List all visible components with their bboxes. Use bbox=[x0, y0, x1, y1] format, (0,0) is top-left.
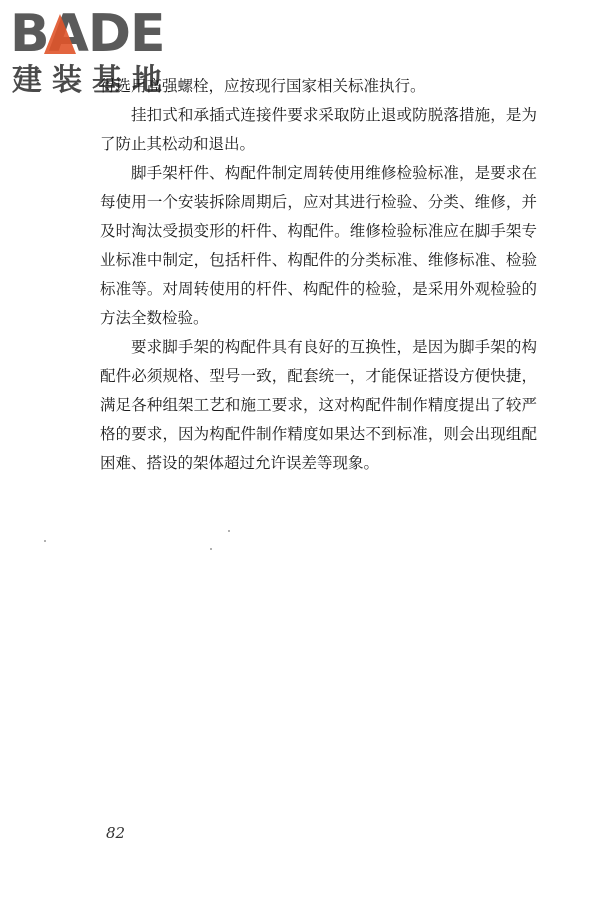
scan-speck bbox=[44, 540, 46, 542]
scan-speck bbox=[228, 530, 230, 532]
paragraph: 脚手架杆件、构配件制定周转使用维修检验标准，是要求在每使用一个安装拆除周期后，应对其进行检验、分类、维修，并及时淘汰受损变形的杆件、构配件。维修检验标准应在脚手架专业标准中制定，包括杆件、构配件的分类标准、维修标准、检验标准等。对周转使用的杆件、构配件的检验，是采用外观检验的方法全数检验。 bbox=[100, 164, 537, 327]
watermark-cjk: 建装基地 bbox=[12, 63, 172, 98]
page-number: 82 bbox=[106, 824, 126, 842]
watermark-latin: BADE bbox=[10, 4, 165, 64]
paragraph-continuation: 得选用高强螺栓，应按现行国家相关标准执行。 bbox=[100, 77, 426, 95]
paragraph: 要求脚手架的构配件具有良好的互换性，是因为脚手架的构配件必须规格、型号一致，配套统一，才能保证搭设方便快捷，满足各种组架工艺和施工要求，这对构配件制作精度提出了较严格的要求，因为构配件制作精度如果达不到标准，则会出现组配困难、搭设的架体超过允许误差等现象。 bbox=[100, 338, 537, 472]
body-text bbox=[100, 72, 537, 478]
paragraph: 挂扣式和承插式连接件要求采取防止退或防脱落措施，是为了防止其松动和退出。 bbox=[100, 106, 537, 153]
scan-speck bbox=[210, 548, 212, 550]
watermark-accent-shape bbox=[44, 14, 76, 54]
